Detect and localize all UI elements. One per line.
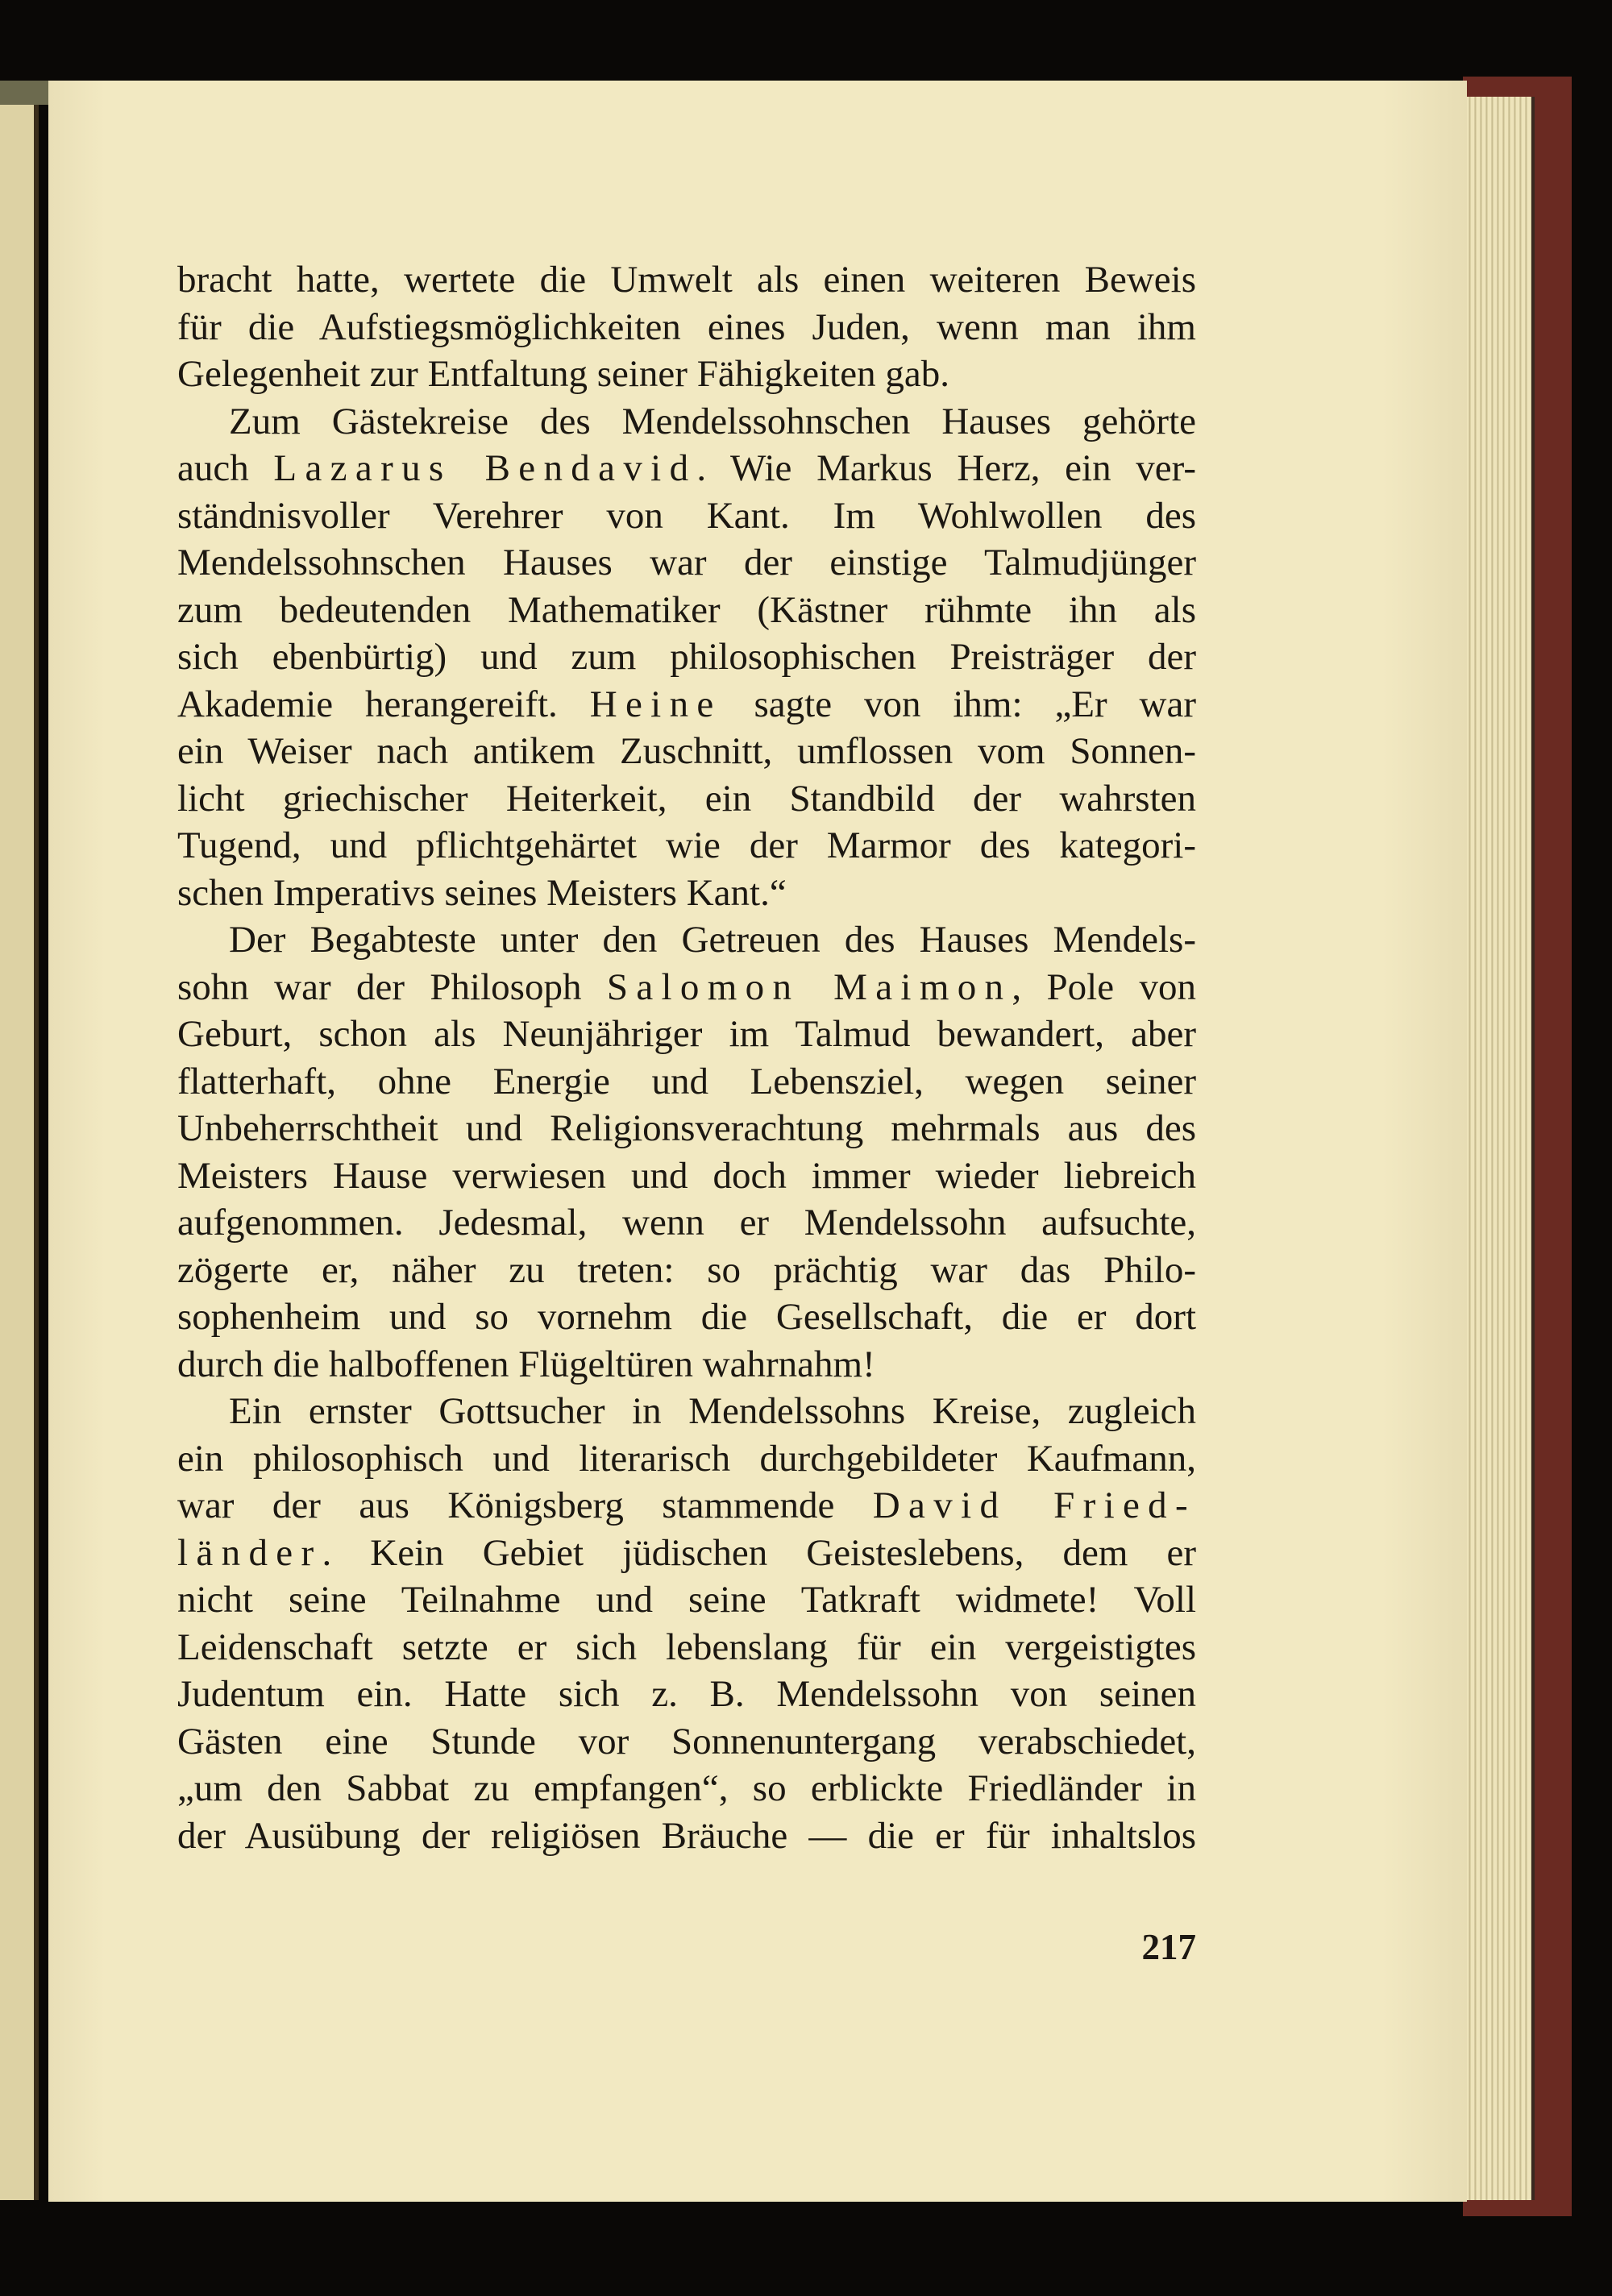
text-line: nicht seine Teilnahme und seine Tatkraft widmete! Voll <box>177 1579 1196 1621</box>
page-number: 217 <box>1141 1927 1196 1967</box>
text-line: bracht hatte, wertete die Umwelt als einen weiteren Beweis <box>177 259 1196 301</box>
text-line: sophenheim und so vornehm die Gesellschaft, die er dort <box>177 1296 1196 1338</box>
text-line: Gästen eine Stunde vor Sonnenuntergang verabschiedet, <box>177 1720 1196 1762</box>
text-line: Zum Gästekreise des Mendelssohnschen Hauses gehörte <box>229 400 1196 442</box>
left-page-edge <box>0 89 39 2200</box>
spaced-name: Lazarus Bendavid <box>273 447 697 489</box>
text-line: Unbeherrschtheit und Religionsverachtung mehrmals aus des <box>177 1107 1196 1149</box>
spaced-name: Salomon Maimon <box>606 965 1012 1008</box>
text-line: war der aus Königsberg stammende David Fried- <box>177 1484 1196 1526</box>
body-text <box>177 256 1196 1859</box>
text-line: aufgenommen. Jedesmal, wenn er Mendelssohn aufsuchte, <box>177 1202 1196 1243</box>
text-line: Geburt, schon als Neunjähriger im Talmud bewandert, aber <box>177 1013 1196 1055</box>
book-page <box>48 81 1467 2202</box>
text-line: Meisters Hause verwiesen und doch immer wieder liebreich <box>177 1154 1196 1197</box>
spaced-name: David Fried- <box>872 1484 1196 1526</box>
text-line: Judentum ein. Hatte sich z. B. Mendelssohn von seinen <box>177 1673 1196 1715</box>
text-line: sich ebenbürtig) und zum philosophischen Preisträger der <box>177 636 1196 678</box>
text-line: zum bedeutenden Mathematiker (Kästner rühmte ihn als <box>177 588 1196 631</box>
spaced-name: Heine <box>589 683 722 725</box>
text-line: für die Aufstiegsmöglichkeiten eines Juden, wenn man ihm <box>177 305 1196 348</box>
text-line: der Ausübung der religiösen Bräuche — die er für inhaltslos <box>177 1814 1196 1857</box>
text-line: Gelegenheit zur Entfaltung seiner Fähigkeiten gab. <box>177 353 949 395</box>
text-line: ein Weiser nach antikem Zuschnitt, umflossen vom Sonnen- <box>177 730 1196 772</box>
text-line: zögerte er, näher zu treten: so prächtig war das Philo- <box>177 1248 1196 1291</box>
text-line: Akademie herangereift. Heine sagte von ihm: „Er war <box>177 683 1197 725</box>
text-line: Ein ernster Gottsucher in Mendelssohns Kreise, zugleich <box>229 1390 1196 1432</box>
text-line: schen Imperativs seines Meisters Kant.“ <box>177 871 787 914</box>
text-line: ein philosophisch und literarisch durchgebildeter Kaufmann, <box>177 1437 1196 1480</box>
text-line: licht griechischer Heiterkeit, ein Standbild der wahrsten <box>177 777 1196 820</box>
text-line: Der Begabteste unter den Getreuen des Hauses Mendels- <box>229 919 1196 961</box>
text-line: länder. Kein Gebiet jüdischen Geisteslebens, dem er <box>177 1531 1196 1574</box>
text-line: auch Lazarus Bendavid. Wie Markus Herz, ein ver- <box>177 447 1196 489</box>
text-line: flatterhaft, ohne Energie und Lebensziel, wegen seiner <box>177 1060 1196 1102</box>
text-line: Tugend, und pflichtgehärtet wie der Marmor des kategori- <box>177 824 1196 866</box>
text-line: Mendelssohnschen Hauses war der einstige Talmudjünger <box>177 542 1196 583</box>
text-line: „um den Sabbat zu empfangen“, so erblickte Friedländer in <box>177 1767 1196 1809</box>
text-line: ständnisvoller Verehrer von Kant. Im Wohlwollen des <box>177 494 1196 537</box>
text-line: sohn war der Philosoph Salomon Maimon, Pole von <box>177 965 1196 1008</box>
spaced-name: länder <box>177 1531 322 1574</box>
text-line: durch die halboffenen Flügeltüren wahrnahm! <box>177 1343 875 1385</box>
text-line: Leidenschaft setzte er sich lebenslang für ein vergeistigtes <box>177 1625 1196 1668</box>
